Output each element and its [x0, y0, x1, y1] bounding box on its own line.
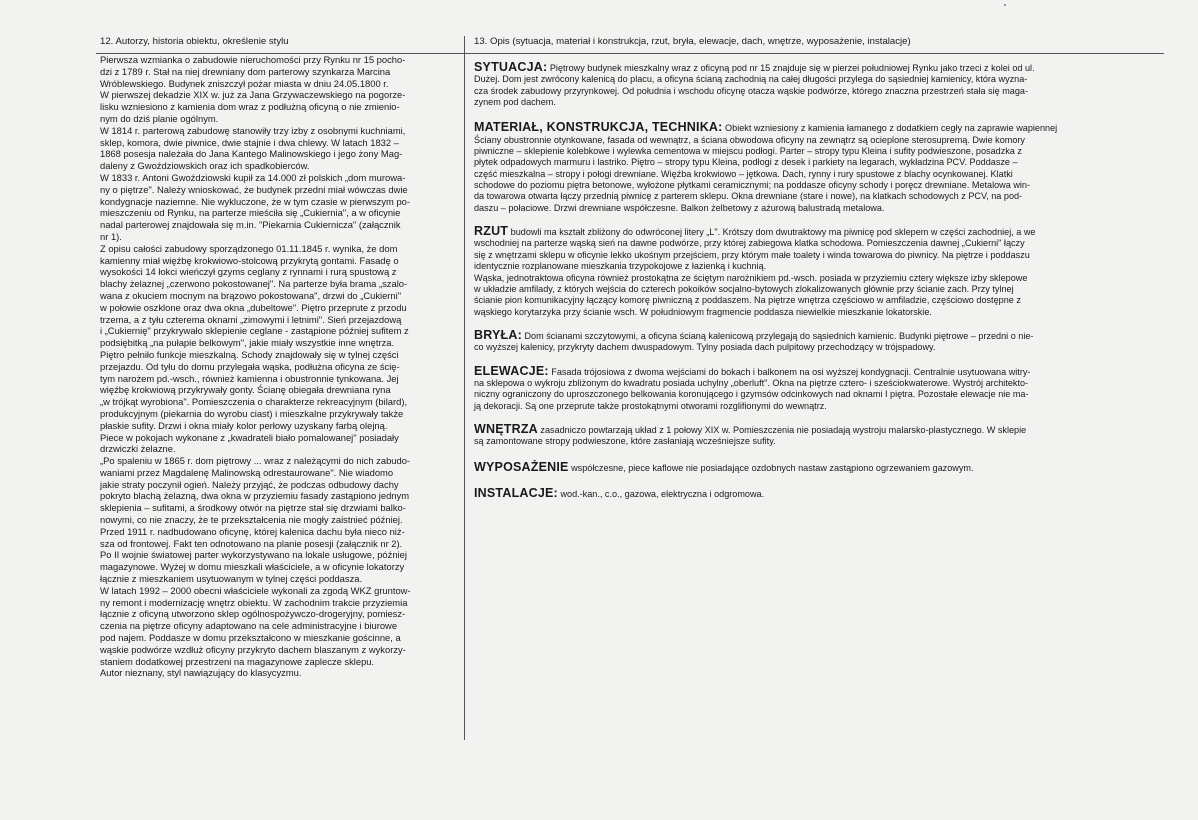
- history-paragraph: Z opisu całości zabudowy sporządzonego 01.11.1845 r. wynika, że dom kamienny miał więźbę krokwiowo-stolcową przykrytą gontami. Fasadę o wysokości 14 łokci wieńczył gzyms ceglany z rynnami i rurą spustową z blachy żelaznej „czerwono pokostowanej". Na parterze była brama „szalo- wana z okuciem mocnym na brązowo pokostowana", drzwi do „Cukierni" w połowie oszklone oraz dwa okna „dubeltowe". Piętro przeprute z przodu trzema, a z tyłu czterema oknami „zimowymi i letnimi". Sień przejazdową i „Cukiernię" przykrywało sklepienie ceglane - zastąpione później sufitem z podsiębitką „na pułapie belkowym", jakie miały wszystkie inne wnętrza. Piętro pełniło funkcje mieszkalną. Schody znajdowały się w tylnej części przejazdu. Od tyłu do domu przylegała wąska, podłużna oficyna ze ścię- tym narożem pd.-wsch., również kamienna i obustronnie tynkowana. Jej więźbę krokwiową przykrywały gonty. Ścianę obiegała drewniana ryna „w trójkąt wyrobiona". Pomieszczenia o charakterze rekreacyjnym (bilard), produkcyjnym (piekarnia do wyrobu ciast) i mieszkalne przykrywały także płaskie sufity. Drzwi i okna miały kolor perłowy uzyskany farbą olejną. Piece w pokojach wykonane z „kwadrateli biało pomalowanej" posiadały drzwiczki żelazne.: [100, 242, 409, 455]
- section-keyword: ELEWACJE:: [474, 363, 549, 378]
- section-text: budowli ma kształt zbliżony do odwróconej litery „L". Krótszy dom dwutraktowy ma piwnicę pod sklepem w części zachodniej, a we wschodniej na parterze wąską sień na dawne podwórze, przy której zabiegowa klatka schodowa. Pomieszczenia dawnej „Cukierni" łączy się z wnętrzami sklepu w oficynie lekko ukośnym przejściem, przy którym małe toalety i winda towarowa do piwnicy. Na piętrze i poddaszu identycznie rozplanowane mieszkania trzypokojowe z łazienką i kuchnią. Wąska, jednotraktowa oficyna również prostokątna ze ściętym narożnikiem pd.-wsch. posiada w przyziemiu cztery większe izby sklepowe w układzie amfilady, z których wejścia do czterech pokoików socjalno-bytowych zlokalizowanych głównie przy ścianie zach. Przy tylnej ścianie pion komunikacyjny łączący komorę piwniczną z poddaszem. Na piętrze wnętrza częściowo w amfiladzie, częściowo dostępne z wąskiego korytarzyka przy ścianie wsch. W południowym fragmencie poddasza niewielkie mieszkanie lokatorskie.: [474, 227, 1036, 317]
- history-paragraph: Po II wojnie światowej parter wykorzystywano na lokale usługowe, później magazynowe. Wyżej w domu mieszkali właściciele, a w oficynie lokatorzy łącznie z mieszkaniem usytuowanym w tylnej części poddasza.: [100, 549, 407, 585]
- section-furnishings: [474, 459, 1160, 474]
- history-paragraph: W pierwszej dekadzie XIX w. już za Jana Grzywaczewskiego na pogorze- lisku wzniesiono z kamienia dom wraz z podłużną oficyną o nie zmienio- nym do dziś planie ogólnym.: [100, 89, 406, 124]
- section-massing: [474, 327, 1160, 354]
- section-situation: [474, 62, 1160, 108]
- history-paragraph: W 1833 r. Antoni Gwoździowski kupił za 14.000 zł polskich „dom murowa- ny o piętrze". Należy wnioskować, że budynek przedni miał wówczas dwie kondygnacje naziemne. Nie wykluczone, że w tym czasie w pierwszym po- mieszczeniu od Rynku, na parterze mieściła się „Cukiernia", a w oficynie nadal parterowej znajdowała się m.in. "Piekarnia Cukiernicza" (załącznik nr 1).: [100, 171, 411, 242]
- section-text: Piętrowy budynek mieszkalny wraz z oficyną pod nr 15 znajduje się w pierzei południowej Rynku jako trzeci z kolei od ul. Dużej. Dom jest zwrócony kalenicą do placu, a oficyna ścianą zachodnią na całej długości przylega do sąsiedniej kamienicy, która wyzna- cza środek zabudowy przyrynkowej. Od południa i wschodu oficynę otacza wąskie podwórze, którego znaczna przestrzeń stała się maga- zynem pod dachem.: [474, 63, 1035, 108]
- section-keyword: WNĘTRZA: [474, 421, 538, 436]
- history-heading: 12. Autorzy, historia obiektu, określenie stylu: [100, 36, 289, 47]
- description-column: [472, 36, 1160, 508]
- history-paragraph: „Po spaleniu w 1865 r. dom piętrowy ... wraz z należącymi do nich zabudo- waniami przez Magdalenę Malinowską odrestaurowane". Nie wiadomo jakie straty poczynił ogień. Należy przyjąć, że podczas odbudowy dachy pokryto blachą żelazną, dwa okna w przyziemiu fasady zastąpiono jednym sklepienia – sufitami, a środkowy otwór na piętrze stał się drzwiami balko- nowymi, co nie znaczy, że te przekształcenia nie mogły zaistnieć później. Przed 1911 r. nadbudowano oficynę, której kalenica dachu była nieco niż- sza od frontowej. Fakt ten odnotowano na planie posesji (załącznik nr 2).: [100, 455, 411, 549]
- section-material: [474, 122, 1160, 214]
- section-text: Obiekt wzniesiony z kamienia łamanego z dodatkiem cegły na zaprawie wapiennej Ściany obustronnie otynkowane, fasada od wewnątrz, a ściana obwodowa oficyny na zewnątrz są ocieplone sterosupremą. Dwie komory piwniczne – sklepienie kolebkowe i wylewka cementowa w miejscu podłogi. Parter – stropy typu Kleina i sufity podwieszone, posadzka z płytek odpadowych marmuru i lastriko. Piętro – stropy typu Kleina, podłogi z desek i parkiety na legarach, wykładzina PCV. Poddasze – część mieszkalna – stropy i połogi drewniane. Więźba krokwiowo – jętkowa. Dach, rynny i rury spustowe z blachy ocynkowanej. Klatki schodowe do poziomu piętra betonowe, wyłożone płytkami ceramicznymi; na poddasze oficyny schody i poręcz drewniane. Metalowa win- da towarowa otwarta łączy przednią piwnicę z parterem sklepu. Okna drewniane (stare i nowe), na klatkach schodowych z PCV, na pod- daszu – połaciowe. Drzwi drewniane współczesne. Balkon żelbetowy z ażurową balustradą metalowa.: [474, 123, 1058, 213]
- section-text: Dom ścianami szczytowymi, a oficyna ścianą kalenicową przylegają do sąsiednich kamienic. Budynki piętrowe – przedni o nie- co wyższej kalenicy, przykryty dachem dwuspadowym. Tylny posiada dach pulpitowy przechodzący w trójspadowy.: [474, 330, 1034, 353]
- description-heading: 13. Opis (sytuacja, materiał i konstrukcja, rzut, bryła, elewacje, dach, wnętrze, wyposażenie, instalacje): [474, 36, 911, 47]
- section-text: współczesne, piece kaflowe nie posiadające ozdobnych nastaw zastąpiono ogrzewaniem gazowym.: [568, 462, 974, 473]
- scan-speck: [1004, 4, 1006, 6]
- section-installations: [474, 485, 1160, 500]
- section-keyword: WYPOSAŻENIE: [474, 459, 569, 474]
- section-keyword: INSTALACJE:: [474, 485, 558, 500]
- section-keyword: RZUT: [474, 224, 509, 239]
- section-text: Fasada trójosiowa z dwoma wejściami do bokach i balkonem na osi wyższej kondygnacji. Centralnie usytuowana witry- na sklepowa o wykroju zbliżonym do kwadratu posiada uchylny „oberluft". Okna na piętrze cztero- i sześciokwaterowe. Wystrój architekto- niczny ograniczony do uproszczonego belkowania koronującego i gzymsów odcinkowych nad oknami I piętra. Pozostałe elewacje nie ma- ją dekoracji. Są one przeprute także prostokątnymi otworami rozglifionymi do wewnątrz.: [474, 366, 1031, 411]
- history-paragraph: W 1814 r. parterową zabudowę stanowiły trzy izby z osobnymi kuchniami, sklep, komora, dwie piwnice, dwie stajnie i dwa chlewy. W latach 1832 – 1868 posesja należała do Jana Kantego Malinowskiego i jego żony Mag- daleny z Gwoździowskich oraz ich spadkobierców.: [100, 124, 406, 172]
- column-divider: [464, 36, 465, 740]
- section-elevations: [474, 363, 1160, 412]
- section-keyword: BRYŁA:: [474, 327, 522, 342]
- history-paragraph: Autor nieznany, styl nawiązujący do klasycyzmu.: [100, 667, 302, 679]
- history-paragraph: W latach 1992 – 2000 obecni właściciele wykonali za zgodą WKZ gruntow- ny remont i modernizację wnętrz obiektu. W zachodnim trakcie przyziemia łącznie z oficyną utworzono sklep ogólnospożywczo-drogeryjny, pomiesz- czenia na piętrze oficyny adaptowano na cele administracyjne i biurowe pod najem. Poddasze w domu przekształcono w mieszkanie gościnne, a wąskie podwórze wzdłuż oficyny przykryto dachem blaszanym z wykorzy- staniem dodatkowej przestrzeni na magazynowe zaplecze sklepu.: [100, 584, 411, 667]
- section-keyword: MATERIAŁ, KONSTRUKCJA, TECHNIKA:: [474, 120, 723, 135]
- section-text: zasadniczo powtarzają układ z 1 połowy XIX w. Pomieszczenia nie posiadają wystroju malarsko-plastycznego. W sklepie są zamontowane stropy podwieszone, które zasłaniają wcześniejsze sufity.: [474, 424, 1027, 447]
- history-column: [96, 36, 460, 679]
- section-keyword: SYTUACJA:: [474, 60, 548, 74]
- history-paragraph: Pierwsza wzmianka o zabudowie nieruchomości przy Rynku nr 15 pocho- dzi z 1789 r. Stał na niej drewniany dom parterowy szynkarza Marcina Wróblewskiego. Budynek zniszczył pożar miasta w dniu 24.05.1800 r.: [100, 54, 406, 89]
- section-plan: [474, 226, 1160, 318]
- section-interiors: [474, 421, 1160, 448]
- section-text: wod.-kan., c.o., gazowa, elektryczna i odgromowa.: [557, 488, 765, 499]
